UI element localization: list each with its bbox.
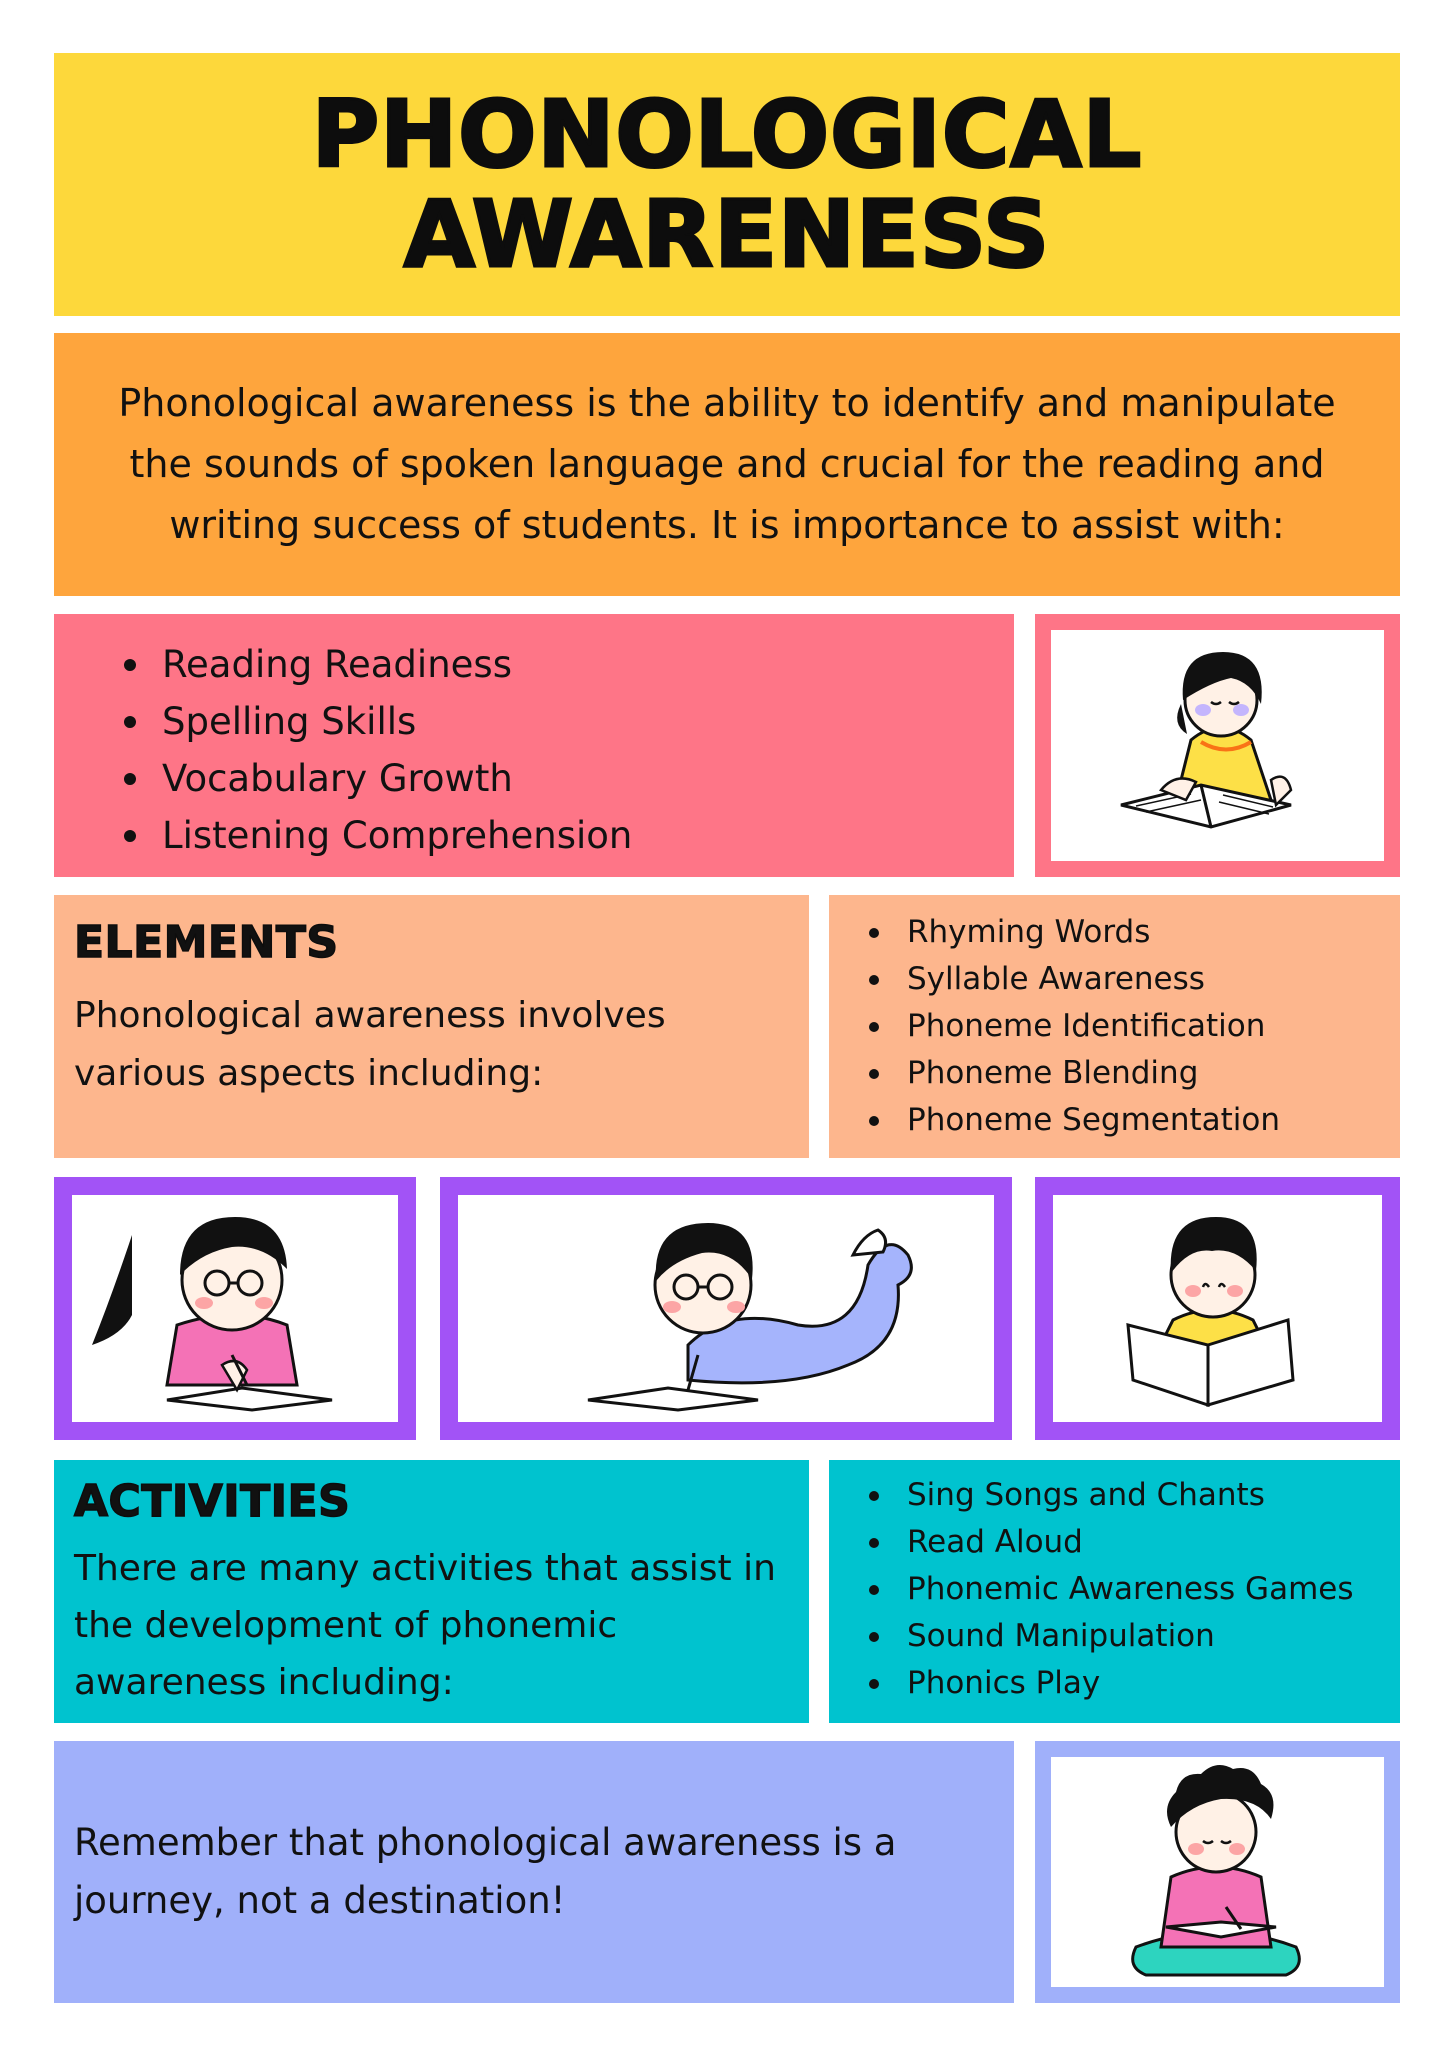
benefit-item: Vocabulary Growth [124, 750, 1014, 807]
elements-list-panel [829, 895, 1400, 1158]
image-frame-lying-boy [440, 1177, 1012, 1440]
intro-panel [54, 333, 1400, 596]
elements-text: Phonological awareness involves various aspects including: [74, 995, 666, 1094]
image-frame-writing-girl [54, 1177, 416, 1440]
boy-lying-writing-illustration [458, 1195, 994, 1422]
elements-heading: ELEMENTS [74, 917, 339, 968]
element-item: Phoneme Segmentation [869, 1097, 1400, 1144]
activity-item: Read Aloud [869, 1519, 1400, 1566]
elements-list [869, 909, 1400, 1144]
reminder-panel [54, 1741, 1014, 2003]
activity-item: Phonics Play [869, 1660, 1400, 1707]
image-frame-reading-boy [1035, 1177, 1400, 1440]
element-item: Phoneme Blending [869, 1050, 1400, 1097]
girl-reading-book-illustration [1051, 630, 1384, 861]
elements-panel [54, 895, 809, 1158]
intro-text: Phonological awareness is the ability to identify and manipulate the sounds of spoken language and crucial for the reading and writing success of students. It is importance to assist with: [118, 381, 1336, 547]
activities-list-panel [829, 1460, 1400, 1723]
activities-list [869, 1472, 1400, 1707]
activities-text: There are many activities that assist in the development of phonemic awareness including: [74, 1548, 776, 1703]
activities-panel [54, 1460, 809, 1723]
activity-item: Sound Manipulation [869, 1613, 1400, 1660]
element-item: Rhyming Words [869, 909, 1400, 956]
benefit-item: Listening Comprehension [124, 807, 1014, 864]
boy-reading-book-illustration [1053, 1195, 1382, 1422]
girl-writing-illustration [72, 1195, 398, 1422]
page-title-line-1: PHONOLOGICAL [311, 80, 1143, 188]
activities-heading: ACTIVITIES [74, 1476, 351, 1527]
benefit-item: Reading Readiness [124, 636, 1014, 693]
activity-item: Sing Songs and Chants [869, 1472, 1400, 1519]
page-title-line-2: AWARENESS [403, 180, 1051, 288]
element-item: Syllable Awareness [869, 956, 1400, 1003]
benefit-item: Spelling Skills [124, 693, 1014, 750]
element-item: Phoneme Identification [869, 1003, 1400, 1050]
title-banner [54, 53, 1400, 316]
benefits-list [124, 636, 1014, 864]
image-frame-sitting-child [1035, 1741, 1400, 2003]
reminder-text: Remember that phonological awareness is a journey, not a destination! [74, 1821, 897, 1922]
benefits-panel [54, 614, 1014, 877]
child-sitting-writing-illustration [1051, 1757, 1384, 1987]
activity-item: Phonemic Awareness Games [869, 1566, 1400, 1613]
image-frame-reading-girl [1035, 614, 1400, 877]
